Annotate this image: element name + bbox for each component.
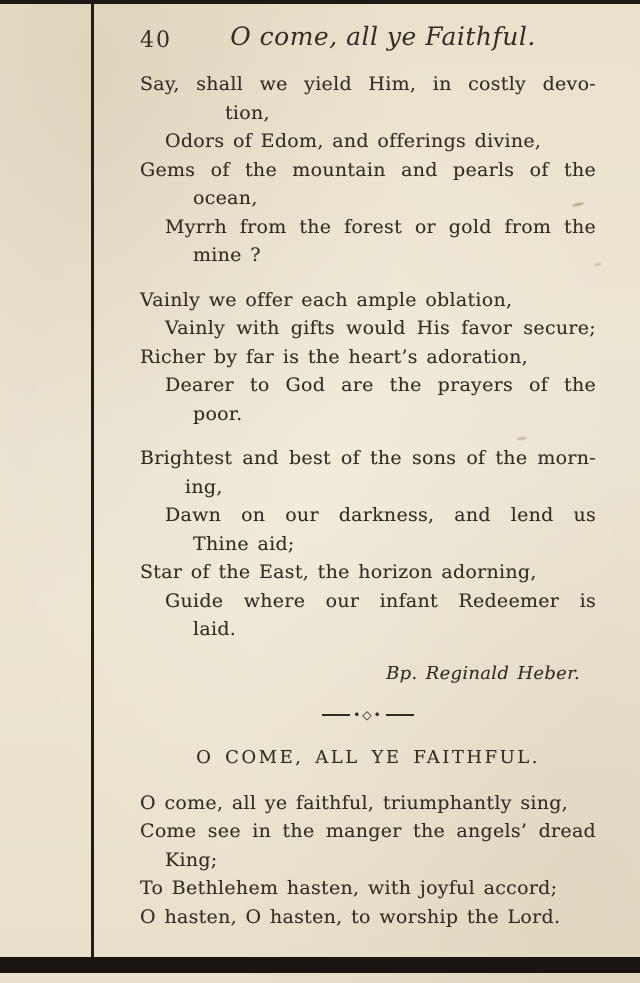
hymn-line: Say, shall we yield Him, in costly devo- — [140, 73, 596, 95]
hymn-line: O hasten, O hasten, to worship the Lord. — [140, 905, 561, 928]
author-attribution: Bp. Reginald Heber. — [386, 662, 580, 684]
hymn-text-block — [140, 70, 596, 947]
hymn-line: poor. — [193, 402, 243, 425]
hymn-line: Brightest and best of the sons of the morn- — [140, 447, 596, 469]
hymn-line: Come see in the manger the angels’ dread — [140, 820, 596, 842]
hymn-line: Gems of the mountain and pearls of the — [140, 158, 596, 181]
divider-rule-right — [386, 714, 414, 716]
hymn-line: O come, all ye faithful, triumphantly sing, — [140, 791, 569, 814]
page-border-top — [0, 0, 640, 4]
hymn-line: laid. — [193, 618, 237, 640]
page-number: 40 — [140, 28, 172, 53]
hymn-line: Vainly we offer each ample oblation, — [140, 288, 513, 311]
hymn-line: King; — [165, 848, 218, 871]
section-divider — [313, 708, 423, 722]
hymn-title: O COME, ALL YE FAITHFUL. — [196, 747, 540, 768]
stanza — [140, 789, 596, 932]
stanza — [140, 444, 596, 644]
hymn-line: Thine aid; — [193, 532, 295, 555]
hymn-line: Odors of Edom, and offerings divine, — [165, 130, 542, 152]
running-title: O come, all ye Faithful. — [230, 22, 536, 51]
hymn-line: ing, — [185, 475, 223, 498]
hymn-line: tion, — [225, 101, 270, 124]
hymn-line: Dawn on our darkness, and lend us — [165, 504, 596, 526]
divider-ornament: •◇• — [353, 708, 383, 722]
hymn-line: mine ? — [193, 244, 261, 266]
hymn-line: Myrrh from the forest or gold from the — [165, 215, 596, 238]
hymn-line: Star of the East, the horizon adorning, — [140, 561, 537, 583]
page-border-left — [91, 0, 94, 957]
hymn-line: To Bethlehem hasten, with joyful accord; — [140, 877, 558, 899]
hymn-line: Vainly with gifts would His favor secure; — [165, 317, 596, 339]
hymn-line: Dearer to God are the prayers of the — [165, 374, 596, 396]
stanza — [140, 286, 596, 429]
page-border-bottom — [0, 957, 640, 973]
page-header — [140, 22, 596, 62]
hymn-line: Richer by far is the heart’s adoration, — [140, 345, 528, 368]
divider-rule-left — [322, 714, 350, 716]
stanza — [140, 70, 596, 270]
hymn-line: ocean, — [193, 187, 258, 209]
hymn-line: Guide where our infant Redeemer is — [165, 589, 596, 612]
